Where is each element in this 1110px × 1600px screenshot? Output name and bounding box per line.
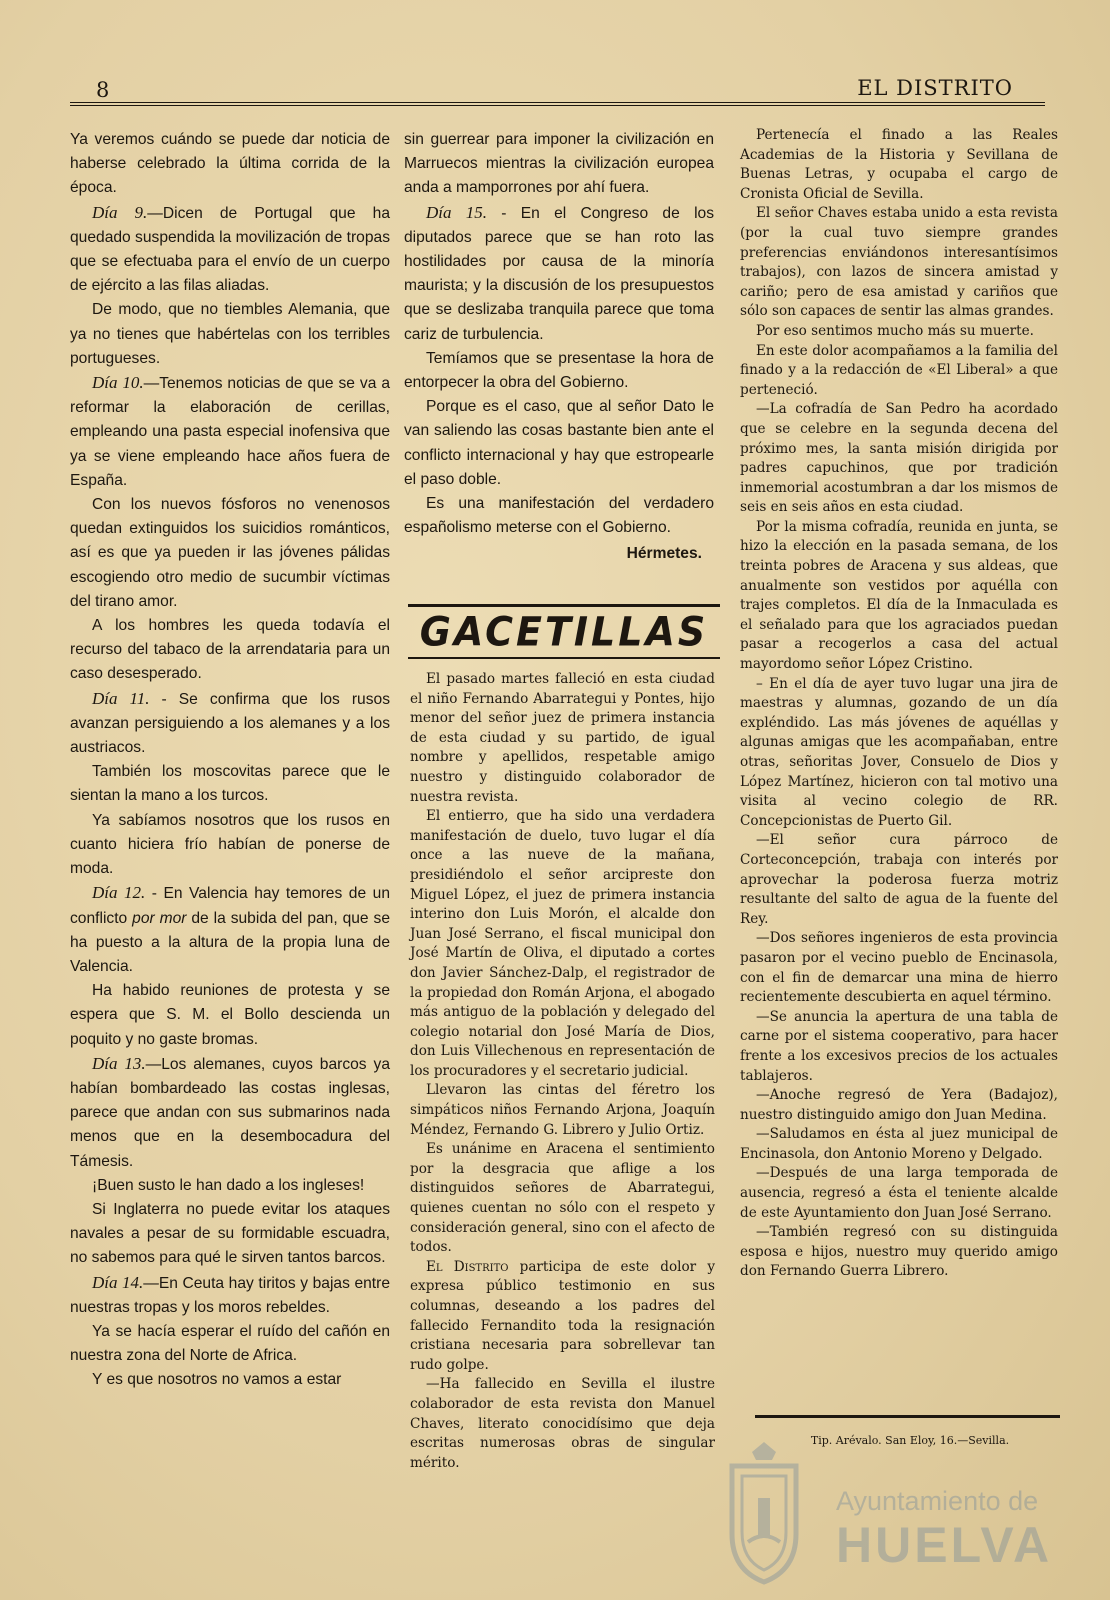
archive-watermark bbox=[718, 1438, 1058, 1588]
paragraph bbox=[70, 201, 390, 299]
paragraph: Es una manifestación del verdadero españolismo meterse con el Gobierno. bbox=[404, 495, 714, 537]
italic-phrase: por mor bbox=[132, 909, 187, 927]
paragraph: Ya veremos cuándo se puede dar noticia de haberse celebrado la última corrida de la época. bbox=[70, 131, 390, 197]
paragraph: En este dolor acompañamos a la familia del finado y a la redacción de «El Liberal» a que perteneció. bbox=[740, 342, 1058, 398]
paragraph bbox=[404, 201, 714, 347]
paragraph-text: participa de este dolor y expresa público testimonio en sus columnas, deseando a los padres del fallecido Fernandito toda la resignación cristiana necesaria para sobrellevar tan rudo golpe. bbox=[410, 1258, 716, 1373]
paragraph: El señor Chaves estaba unido a esta revista (por la cual tuvo siempre grandes preferencias enviándonos interesantísimos trabajos), con lazos de sincera amistad y cariño; pero de esa amistad y cariños que sólo son capaces de sentir las almas grandes. bbox=[740, 205, 1058, 320]
section-title: GACETILLAS bbox=[419, 608, 709, 656]
paragraph bbox=[70, 881, 390, 979]
watermark-text: Ayuntamiento de bbox=[836, 1486, 1039, 1516]
gacetillas-column bbox=[410, 670, 715, 1473]
page-number: 8 bbox=[96, 78, 110, 102]
paragraph: También los moscovitas parece que le sientan la mano a los turcos. bbox=[70, 763, 390, 805]
paragraph: Ha habido reuniones de protesta y se espera que S. M. el Bollo descienda un poquito y no gaste bromas. bbox=[70, 982, 390, 1048]
paragraph: —La cofradía de San Pedro ha acordado que se celebre en la segunda decena del próximo mes, la santa misión dirigida por padres capuchinos, que por tradición inmemorial acostumbran a dar los mismos de seis en seis años en esta ciudad. bbox=[740, 401, 1058, 516]
paragraph: Ya se hacía esperar el ruído del cañón en nuestra zona del Norte de Africa. bbox=[70, 1322, 390, 1365]
paragraph: Porque es el caso, que al señor Dato le van saliendo las cosas bastante bien ante el conflicto internacional y hay que estropearle el paso doble. bbox=[404, 398, 714, 488]
column-2-top bbox=[404, 128, 714, 567]
paragraph: —Dos señores ingenieros de esta provincia pasaron por el vecino pueblo de Encinasola, con el fin de demarcar una mina de hierro recientemente descubierta en aquel término. bbox=[740, 930, 1058, 1006]
coat-of-arms-icon bbox=[718, 1438, 810, 1588]
paragraph: Llevaron las cintas del féretro los simpáticos niños Fernando Arjona, Joaquín Méndez, Fernando G. Librero y Julio Ortiz. bbox=[410, 1082, 715, 1138]
day-heading: Día 9. bbox=[92, 202, 148, 222]
watermark-text: HUELVA bbox=[836, 1517, 1053, 1573]
paragraph: Es unánime en Aracena el sentimiento por la desgracia que aflige a los distinguidos señores de Abarrategui, quienes cuentan no sólo con el respeto y consideración general, sino con el afecto de todos. bbox=[410, 1141, 715, 1256]
paragraph-text: —En Ceuta hay tiritos y bajas entre nuestras tropas y los moros rebeldes. bbox=[70, 1274, 390, 1316]
day-heading: Día 15. bbox=[426, 202, 487, 222]
paragraph: El entierro, que ha sido una verdadera manifestación de duelo, tuvo lugar el día once a las nueve de la mañana, presidiéndolo el señor arcipreste don Miguel López, el juez de primera instancia interino don Luis Morón, el alcalde don Juan José Serrano, el fiscal municipal don José Martín de Oliva, el diputado a cortes don Javier Sánchez-Dalp, el registrador de la propiedad don Román Arjona, el abogado más antiguo de la población y delegado del colegio notarial don José María de Dios, don Luis Villechenous en representación de los procuradores y el secretario judicial. bbox=[410, 808, 715, 1079]
paragraph: Temíamos que se presentase la hora de entorpecer la obra del Gobierno. bbox=[404, 349, 714, 392]
paragraph: A los hombres les queda todavía el recurso del tabaco de la arrendataria para un caso desesperado. bbox=[70, 617, 390, 683]
newspaper-name: El Distrito bbox=[426, 1258, 509, 1275]
paragraph: El pasado martes falleció en esta ciudad el niño Fernando Abarrategui y Pontes, hijo menor del señor juez de primera instancia de esta ciudad y su partido, de igual nombre y apellidos, respetable amigo nuestro y distinguido colaborador de nuestra revista. bbox=[410, 671, 715, 805]
section-rule bbox=[408, 657, 720, 659]
end-rule bbox=[755, 1415, 1060, 1418]
paragraph: —También regresó con su distinguida esposa e hijos, nuestro muy querido amigo don Fernando Guerra Librero. bbox=[740, 1224, 1058, 1280]
paragraph: —Ha fallecido en Sevilla el ilustre colaborador de esta revista don Manuel Chaves, literato conocidísimo que deja escritas numerosas obras de singular mérito. bbox=[410, 1376, 715, 1471]
paragraph-text: - En el Congreso de los diputados parece que se han roto las hostilidades por causa de la minoría maurista; y la discusión de los presupuestos que se deslizaba tranquila parece que toma cariz de turbulencia. bbox=[404, 204, 715, 343]
paragraph: Por eso sentimos mucho más su muerte. bbox=[756, 322, 1034, 339]
newspaper-title: EL DISTRITO bbox=[857, 76, 1013, 100]
paragraph: —El señor cura párroco de Corteconcepción, trabaja con interés por aprovechar la poderosa fuerza motriz resultante del salto de agua de la fuente del Rey. bbox=[740, 832, 1058, 927]
paragraph-text: —Los alemanes, cuyos barcos ya habían bombardeado las costas inglesas, parece que andan con sus submarinos nada menos que en la desembocadura del Támesis. bbox=[70, 1055, 390, 1170]
paragraph bbox=[70, 1052, 390, 1174]
author-signature: Hérmetes. bbox=[626, 545, 702, 563]
paragraph-text: —Dicen de Portugal que ha quedado suspendida la movilización de tropas que se efectuaba para el envío de un cuerpo de ejército a las filas aliadas. bbox=[70, 204, 390, 295]
paragraph: —Se anuncia la apertura de una tabla de carne por el sistema cooperativo, para hacer frente a los excesivos precios de los actuales tablajeros. bbox=[740, 1008, 1058, 1084]
paragraph bbox=[70, 1271, 390, 1320]
day-heading: Día 11. bbox=[92, 688, 150, 708]
paragraph: sin guerrear para imponer la civilización en Marruecos mientras la civilización europea anda a mamporrones por ahí fuera. bbox=[404, 131, 714, 197]
paragraph: ¡Buen susto le han dado a los ingleses! bbox=[92, 1176, 365, 1194]
paragraph-text: —Tenemos noticias de que se va a reformar la elaboración de cerillas, empleando una pasta especial inofensiva que ya se viene empleando hace años fuera de España. bbox=[70, 375, 391, 489]
paragraph: De modo, que no tiembles Alemania, que ya no tienes que habértelas con los terribles portugueses. bbox=[70, 301, 390, 367]
paragraph bbox=[70, 687, 390, 761]
day-heading: Día 13. bbox=[92, 1053, 146, 1073]
header-rule bbox=[70, 102, 1045, 106]
printer-imprint: Tip. Arévalo. San Eloy, 16.—Sevilla. bbox=[810, 1434, 1010, 1447]
paragraph: Ya sabíamos nosotros que los rusos en cuanto hiciera frío habían de ponerse de moda. bbox=[70, 811, 390, 878]
paragraph: Pertenecía el finado a las Reales Academias de la Historia y Sevillana de Buenas Letras, y ocupaba el cargo de Cronista Oficial de Sevilla. bbox=[740, 127, 1058, 202]
paragraph bbox=[70, 371, 390, 493]
paragraph-text: de la subida del pan, que se ha puesto a la altura de la propia luna de Valencia. bbox=[70, 909, 390, 975]
paragraph: – En el día de ayer tuvo lugar una jira de maestras y alumnas, gozando de un día expléndido. Las más jóvenes de aquéllas y algunas amigas que les acompañaban, entre otras, señoritas Jover, Consuelo de Dios y López Martínez, hicieron con tal motivo una visita al vecino colegio de RR. Concepcionistas de Puerto Gil. bbox=[740, 675, 1058, 829]
paragraph: Por la misma cofradía, reunida en junta, se hizo la elección en la pasada semana, de los treinta pobres de Aracena y sus aldeas, que anualmente son vestidos por aquélla con trajes completos. El día de la Inmaculada es el señalado para que los agraciados puedan pasar a recogerlos a casa del actual mayordomo señor López Cristino. bbox=[740, 518, 1058, 673]
paragraph-text: - En Valencia hay temores de un conflicto bbox=[70, 885, 390, 927]
paragraph bbox=[410, 1258, 715, 1376]
day-heading: Día 12. bbox=[92, 883, 146, 903]
paragraph: Con los nuevos fósforos no venenosos quedan extinguidos los suicidios románticos, así es que ya pueden ir las jóvenes pálidas escogiendo otro medio de sucumbir víctimas del tirano amor. bbox=[70, 496, 390, 610]
paragraph: —Después de una larga temporada de ausencia, regresó a ésta el teniente alcalde de este Ayuntamiento don Juan José Serrano. bbox=[740, 1165, 1058, 1221]
column-1 bbox=[70, 128, 390, 1393]
day-heading: Día 14. bbox=[92, 1272, 144, 1292]
paragraph: —Anoche regresó de Yera (Badajoz), nuestro distinguido amigo don Juan Medina. bbox=[740, 1087, 1058, 1123]
paragraph: —Saludamos en ésta al juez municipal de Encinasola, don Antonio Moreno y Delgado. bbox=[740, 1126, 1058, 1162]
paragraph-text: - Se confirma que los rusos avanzan persiguiendo a los alemanes y a los austriacos. bbox=[70, 690, 390, 757]
day-heading: Día 10. bbox=[92, 373, 144, 393]
column-3 bbox=[740, 126, 1058, 1282]
section-rule bbox=[408, 604, 720, 607]
paragraph: Si Inglaterra no puede evitar los ataques navales a pesar de su formidable escuadra, no sabemos para qué le sirven tantos barcos. bbox=[70, 1200, 390, 1267]
paragraph: Y es que nosotros no vamos a estar bbox=[92, 1371, 342, 1389]
